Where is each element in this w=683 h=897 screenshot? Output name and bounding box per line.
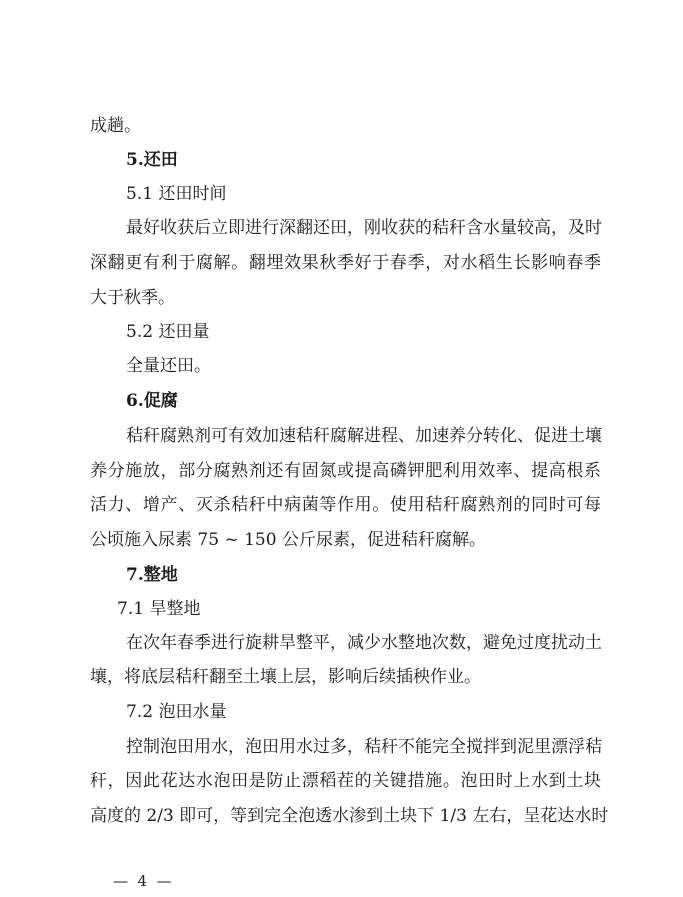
paragraph-line: 全量还田。 — [126, 356, 211, 376]
paragraph-line: 控制泡田用水，泡田用水过多，秸秆不能完全搅拌到泥里漂浮秸 — [126, 737, 602, 757]
subsection-heading-5-1: 5.1 还田时间 — [126, 184, 227, 204]
paragraph-line: 深翻更有利于腐解。翻埋效果秋季好于春季，对水稻生长影响春季 — [90, 253, 601, 273]
paragraph-line: 公顷施入尿素 75 ~ 150 公斤尿素，促进秸秆腐解。 — [90, 530, 486, 550]
paragraph-line: 最好收获后立即进行深翻还田，刚收获的秸秆含水量较高，及时 — [126, 218, 602, 238]
paragraph-line: 秸秆腐熟剂可有效加速秸秆腐解进程、加速养分转化、促进土壤 — [126, 426, 602, 446]
section-heading-7: 7.整地 — [126, 565, 178, 585]
section-heading-5: 5.还田 — [126, 150, 178, 170]
subsection-heading-7-1: 7.1 旱整地 — [117, 599, 201, 619]
section-heading-6: 6.促腐 — [126, 391, 178, 411]
paragraph-line: 大于秋季。 — [90, 288, 175, 308]
paragraph-line: 养分施放，部分腐熟剂还有固氮或提高磷钾肥利用效率、提高根系 — [90, 461, 601, 481]
paragraph-line: 秆，因此花达水泡田是防止漂稻茬的关键措施。泡田时上水到土块 — [90, 771, 601, 791]
paragraph-line: 壤，将底层秸秆翻至土壤上层，影响后续插秧作业。 — [90, 667, 481, 687]
subsection-heading-5-2: 5.2 还田量 — [126, 322, 210, 342]
paragraph-line: 活力、增产、灭杀秸秆中病菌等作用。使用秸秆腐熟剂的同时可每 — [90, 495, 601, 515]
subsection-heading-7-2: 7.2 泡田水量 — [126, 702, 227, 722]
paragraph-line: 高度的 2/3 即可，等到完全泡透水渗到土块下 1/3 左右，呈花达水时 — [90, 806, 609, 826]
paragraph-line: 在次年春季进行旋耕旱整平，减少水整地次数，避免过度扰动土 — [126, 633, 602, 653]
page-number: — 4 — — [113, 872, 172, 890]
text-line-continuation: 成趟。 — [90, 116, 141, 136]
